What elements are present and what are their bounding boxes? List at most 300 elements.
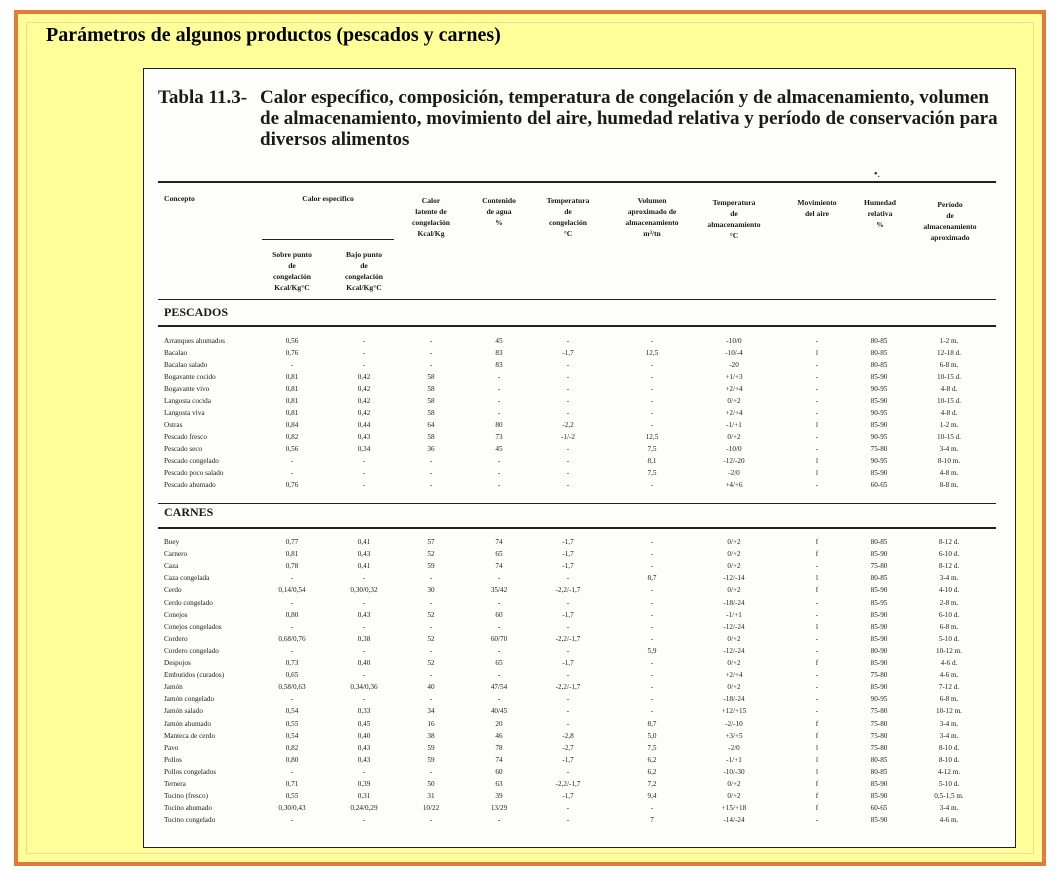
table-cell: 0,38 <box>357 634 371 643</box>
table-cell: - <box>429 816 433 825</box>
table-cell: 0,44 <box>357 421 371 429</box>
table-cell: 90-95 <box>870 433 888 441</box>
table-cell: 0,33 <box>357 707 371 716</box>
table-cell: 12,5 <box>645 349 659 357</box>
section-heading: CARNES <box>164 505 214 519</box>
table-cell: - <box>815 445 819 453</box>
table-cell: - <box>815 337 819 345</box>
table-cell: f <box>815 550 819 559</box>
table-cell: 0,54 <box>285 731 299 740</box>
header-contenido-agua: Contenido de agua % <box>482 196 516 227</box>
table-cell: 1-2 m. <box>939 421 959 429</box>
table-cell: -2/-10 <box>725 719 743 728</box>
table-cell: f <box>815 538 819 546</box>
table-cell: 10-12 m. <box>936 707 962 716</box>
table-cell: 74 <box>495 538 503 546</box>
table-cell: - <box>429 695 433 704</box>
table-cell: - <box>290 598 294 607</box>
table-cell: - <box>815 695 819 704</box>
row-label: Conejos <box>164 610 188 619</box>
table-cell: - <box>290 574 294 583</box>
table-cell: 60 <box>495 767 503 776</box>
table-row <box>144 536 1017 548</box>
table-cell: 20 <box>495 719 503 728</box>
table-cell: +12/+15 <box>721 707 747 716</box>
table-cell: - <box>650 695 654 704</box>
table-cell: - <box>497 574 501 583</box>
table-cell: 0,81 <box>285 409 299 417</box>
table-cell: 85-90 <box>870 622 888 631</box>
table-row <box>144 419 1017 431</box>
table-row <box>144 455 1017 467</box>
table-row <box>144 371 1017 383</box>
table-cell: 40 <box>427 683 435 692</box>
table-cell: - <box>650 804 654 813</box>
table-cell: 0,43 <box>357 743 371 752</box>
table-cell: - <box>650 481 654 489</box>
table-cell: 60 <box>495 610 503 619</box>
table-cell: - <box>566 361 570 369</box>
table-cell: 0,14/0,54 <box>278 586 306 595</box>
table-cell: 6,2 <box>647 767 657 776</box>
table-row <box>144 548 1017 560</box>
table-row <box>144 443 1017 455</box>
table-cell: - <box>566 804 570 813</box>
table-cell: 39 <box>495 792 503 801</box>
table-cell: - <box>566 445 570 453</box>
row-label: Cerdo <box>164 586 182 595</box>
row-label: Caza <box>164 562 179 571</box>
table-cell: 9,4 <box>647 792 657 801</box>
table-cell: 0,54 <box>285 707 299 716</box>
table-row <box>144 802 1017 814</box>
table-cell: +2/+4 <box>725 671 743 680</box>
table-cell: - <box>566 373 570 381</box>
table-cell: 0,80 <box>285 610 299 619</box>
table-cell: 58 <box>427 373 435 381</box>
table-cell: 85-90 <box>870 610 888 619</box>
table-cell: - <box>290 695 294 704</box>
table-cell: f <box>815 731 819 740</box>
table-cell: 0,77 <box>285 538 299 546</box>
table-cell: -2/0 <box>728 469 740 477</box>
table-cell: - <box>650 562 654 571</box>
table-cell: - <box>362 671 366 680</box>
table-cell: - <box>650 707 654 716</box>
table-cell: - <box>497 695 501 704</box>
table-cell: 0/+2 <box>727 659 741 667</box>
table-cell: 65 <box>495 550 503 559</box>
row-label: Jamón congelado <box>164 695 215 704</box>
table-cell: - <box>650 397 654 405</box>
row-label: Pescado seco <box>164 445 203 453</box>
table-cell: 85-90 <box>870 421 888 429</box>
table-cell: - <box>815 610 819 619</box>
table-cell: - <box>815 361 819 369</box>
table-cell: 75-80 <box>870 445 888 453</box>
table-cell: - <box>429 481 433 489</box>
table-row <box>144 681 1017 693</box>
table-cell: - <box>362 469 366 477</box>
table-cell: 75-80 <box>870 671 888 680</box>
table-cell: 90-95 <box>870 385 888 393</box>
table-cell: - <box>650 538 654 546</box>
table-cell: - <box>429 337 433 345</box>
table-cell: - <box>362 337 366 345</box>
table-cell: 85-90 <box>870 634 888 643</box>
table-cell: 85-90 <box>870 659 888 667</box>
table-cell: 0,43 <box>357 433 371 441</box>
table-row <box>144 359 1017 371</box>
table-cell: -1/+1 <box>726 610 742 619</box>
table-cell: 85-90 <box>870 683 888 692</box>
table-cell: - <box>650 683 654 692</box>
table-cell: 0,42 <box>357 385 371 393</box>
table-cell: 80 <box>495 421 503 429</box>
table-cell: -2,2/-1,7 <box>555 780 581 788</box>
table-cell: 85-90 <box>870 780 888 788</box>
table-cell: - <box>650 586 654 595</box>
table-cell: - <box>815 385 819 393</box>
table-cell: 58 <box>427 397 435 405</box>
table-row <box>144 814 1017 826</box>
table-cell: - <box>497 481 501 489</box>
table-cell: - <box>362 622 366 631</box>
table-cell: -1,7 <box>562 538 574 546</box>
table-cell: 58 <box>427 385 435 393</box>
table-cell: 34 <box>427 707 435 716</box>
table-cell: - <box>362 646 366 655</box>
table-cell: - <box>429 574 433 583</box>
table-cell: 80-90 <box>870 646 888 655</box>
table-row <box>144 790 1017 802</box>
table-cell: 0,31 <box>357 792 371 801</box>
table-cell: 73 <box>495 433 503 441</box>
table-cell: -1,7 <box>562 659 574 667</box>
table-cell: 6-8 m. <box>939 695 959 704</box>
table-cell: -12/-20 <box>723 457 745 465</box>
table-cell: 5-10 d. <box>938 634 960 643</box>
table-cell: -12/-24 <box>723 622 745 631</box>
table-cell: -18/-24 <box>723 598 745 607</box>
table-cell: - <box>362 574 366 583</box>
table-cell: 4-8 m. <box>939 469 959 477</box>
table-cell: f <box>815 804 819 813</box>
table-cell: - <box>650 409 654 417</box>
table-cell: 5,9 <box>647 646 657 655</box>
row-label: Pavo <box>164 743 179 752</box>
header-sobre-punto: Sobre punto de congelación Kcal/Kg°C <box>272 250 312 292</box>
header-bajo-punto: Bajo punto de congelación Kcal/Kg°C <box>345 250 383 292</box>
row-label: Pescado fresco <box>164 433 207 441</box>
table-cell: 85-90 <box>870 586 888 595</box>
table-cell: 0,43 <box>357 610 371 619</box>
table-cell: 5,0 <box>647 731 657 740</box>
table-cell: - <box>566 469 570 477</box>
table-cell: -1,7 <box>562 550 574 559</box>
table-cell: 80-85 <box>870 755 888 764</box>
table-cell: 0,34 <box>357 445 371 453</box>
table-cell: - <box>566 719 570 728</box>
table-cell: 0,82 <box>285 743 299 752</box>
table-cell: - <box>566 695 570 704</box>
table-cell: 59 <box>427 755 435 764</box>
table-cell: 6-10 d. <box>938 550 960 559</box>
table-cell: 10/22 <box>422 804 440 813</box>
table-cell: 83 <box>495 361 503 369</box>
table-cell: 0,43 <box>357 550 371 559</box>
table-cell: 52 <box>427 610 435 619</box>
table-cell: 60/70 <box>490 634 508 643</box>
table-cell: - <box>497 469 501 477</box>
table-cell: 85-90 <box>870 469 888 477</box>
table-cell: - <box>815 397 819 405</box>
table-cell: +1/+3 <box>725 373 743 381</box>
table-cell: - <box>815 671 819 680</box>
table-cell: -10/0 <box>726 445 742 453</box>
table-cell: 3-4 m. <box>939 445 959 453</box>
table-row <box>144 718 1017 730</box>
table-cell: - <box>497 622 501 631</box>
row-label: Bogavante vivo <box>164 385 210 393</box>
table-cell: 7,5 <box>647 743 657 752</box>
table-cell: -18/-24 <box>723 695 745 704</box>
row-label: Pollos congelados <box>164 767 217 776</box>
table-cell: -1,7 <box>562 562 574 571</box>
table-cell: 3-4 m. <box>939 731 959 740</box>
table-cell: 0/+2 <box>727 683 741 692</box>
table-cell: 85-90 <box>870 550 888 559</box>
table-cell: - <box>815 707 819 716</box>
table-cell: 0,30/0,32 <box>350 586 378 595</box>
row-label: Bogavante cocido <box>164 373 216 381</box>
table-cell: 2-8 m. <box>939 598 959 607</box>
table-cell: 0/+2 <box>727 792 741 801</box>
table-cell: +4/+6 <box>725 481 743 489</box>
table-cell: - <box>497 397 501 405</box>
row-label: Cordero <box>164 634 188 643</box>
scanned-table-image <box>143 68 1016 848</box>
table-cell: 0/+2 <box>727 562 741 571</box>
table-cell: 3-4 m. <box>939 574 959 583</box>
table-cell: - <box>566 385 570 393</box>
table-cell: 78 <box>495 743 503 752</box>
row-label: Jamón salado <box>164 707 203 716</box>
table-cell: - <box>815 562 819 571</box>
table-cell: - <box>650 361 654 369</box>
row-label: Cerdo congelado <box>164 598 213 607</box>
table-cell: 80-85 <box>870 538 888 546</box>
table-cell: - <box>566 481 570 489</box>
table-row <box>144 754 1017 766</box>
table-cell: 8-10 d. <box>938 755 960 764</box>
table-cell: 0,56 <box>285 337 299 345</box>
table-cell: l <box>816 349 818 357</box>
table-cell: l <box>816 457 818 465</box>
table-cell: +2/+4 <box>725 385 743 393</box>
table-cell: - <box>362 457 366 465</box>
table-row <box>144 407 1017 419</box>
table-row <box>144 705 1017 717</box>
table-cell: -10/-30 <box>723 767 745 776</box>
table-cell: - <box>815 683 819 692</box>
table-row <box>144 657 1017 669</box>
table-cell: 4-8 d. <box>940 385 958 393</box>
table-cell: l <box>816 743 818 752</box>
row-label: Arranques ahumados <box>164 337 225 345</box>
table-cell: -2,2/-1,7 <box>555 634 581 643</box>
table-cell: - <box>650 659 654 667</box>
table-cell: 0,34/0,36 <box>350 683 378 692</box>
table-cell: - <box>290 457 294 465</box>
table-cell: 8-12 d. <box>938 562 960 571</box>
table-cell: 75-80 <box>870 743 888 752</box>
table-cell: l <box>816 767 818 776</box>
row-label: Cordero congelado <box>164 646 219 655</box>
table-cell: 80-85 <box>870 349 888 357</box>
table-cell: 0,68/0,76 <box>278 634 306 643</box>
table-cell: 1-2 m. <box>939 337 959 345</box>
table-cell: 85-90 <box>870 792 888 801</box>
table-cell: -2,2/-1,7 <box>555 586 581 595</box>
table-cell: - <box>497 816 501 825</box>
table-cell: - <box>566 646 570 655</box>
table-cell: 0,55 <box>285 792 299 801</box>
table-number: Tabla 11.3- <box>158 87 248 108</box>
table-cell: 4-6 m. <box>939 816 959 825</box>
table-row <box>144 669 1017 681</box>
table-row <box>144 395 1017 407</box>
table-cell: 0,55 <box>285 719 299 728</box>
table-cell: 0,65 <box>285 671 299 680</box>
table-cell: 8-8 m. <box>939 481 959 489</box>
table-cell: - <box>566 457 570 465</box>
table-cell: 60-65 <box>870 481 888 489</box>
header-humedad: Humedad relativa % <box>863 198 897 229</box>
table-cell: 6-8 m. <box>939 622 959 631</box>
table-cell: 0,42 <box>357 409 371 417</box>
table-cell: - <box>290 767 294 776</box>
row-label: Manteca de cerdo <box>164 731 216 740</box>
table-cell: 0,42 <box>357 373 371 381</box>
table-cell: 52 <box>427 550 435 559</box>
table-cell: f <box>815 719 819 728</box>
table-cell: 0/+2 <box>727 397 741 405</box>
table-cell: -1/+1 <box>726 755 742 764</box>
table-cell: 40/45 <box>490 707 508 716</box>
row-label: Jamón ahumado <box>164 719 211 728</box>
table-cell: 3-4 m. <box>939 804 959 813</box>
table-cell: - <box>429 622 433 631</box>
table-row <box>144 467 1017 479</box>
table-cell: 74 <box>495 562 503 571</box>
table-cell: - <box>362 349 366 357</box>
table-cell: - <box>362 767 366 776</box>
table-cell: 8,7 <box>647 719 657 728</box>
table-row <box>144 584 1017 596</box>
table-cell: - <box>650 671 654 680</box>
table-row <box>144 693 1017 705</box>
table-cell: 7,5 <box>647 445 657 453</box>
table-cell: f <box>815 659 819 667</box>
row-label: Pollos <box>164 755 182 764</box>
table-cell: 50 <box>427 780 435 788</box>
table-cell: - <box>650 421 654 429</box>
table-cell: -1,7 <box>562 755 574 764</box>
table-cell: 52 <box>427 634 435 643</box>
table-cell: - <box>497 457 501 465</box>
table-cell: 0/+2 <box>727 538 741 546</box>
table-row <box>144 730 1017 742</box>
table-cell: 30 <box>427 586 435 595</box>
table-cell: 10-15 d. <box>937 397 961 405</box>
table-cell: 0/+2 <box>727 550 741 559</box>
table-cell: 8-10 m. <box>937 457 961 465</box>
row-label: Jamón <box>164 683 183 692</box>
table-cell: l <box>816 574 818 583</box>
table-cell: 8,7 <box>647 574 657 583</box>
table-cell: - <box>815 409 819 417</box>
table-cell: 38 <box>427 731 435 740</box>
table-cell: -10/-4 <box>725 349 743 357</box>
table-row <box>144 431 1017 443</box>
table-cell: 45 <box>495 445 503 453</box>
table-cell: - <box>566 397 570 405</box>
table-cell: 4-6 d. <box>940 659 958 667</box>
table-cell: - <box>429 767 433 776</box>
table-cell: 0,81 <box>285 385 299 393</box>
table-cell: l <box>816 622 818 631</box>
table-cell: -1,7 <box>562 349 574 357</box>
table-cell: 0,45 <box>357 719 371 728</box>
table-cell: 0/+2 <box>727 780 741 788</box>
table-cell: 58 <box>427 409 435 417</box>
table-cell: 8-10 d. <box>938 743 960 752</box>
row-label: Langosta viva <box>164 409 205 417</box>
table-cell: -2,2/-1,7 <box>555 683 581 692</box>
table-cell: -1/-2 <box>561 433 575 441</box>
table-cell: 0,39 <box>357 780 371 788</box>
table-cell: 0/+2 <box>727 433 741 441</box>
table-title-text: Calor específico, composición, temperatura de congelación y de almacenamiento, volumen de almacenamiento, movimiento del aire, humedad relativa y período de conservación para diversos alimentos <box>260 87 998 150</box>
row-label: Conejos congelados <box>164 622 222 631</box>
table-row <box>144 560 1017 572</box>
header-movimiento-aire: Movimiento del aire <box>797 198 837 218</box>
table-cell: - <box>429 646 433 655</box>
table-row <box>144 572 1017 584</box>
table-cell: 12-18 d. <box>937 349 961 357</box>
table-cell: 0/+2 <box>727 586 741 595</box>
table-cell: 80-85 <box>870 337 888 345</box>
table-cell: - <box>290 816 294 825</box>
row-label: Tocino congelado <box>164 816 216 825</box>
table-cell: 5-10 d. <box>938 780 960 788</box>
section-heading: PESCADOS <box>164 305 229 319</box>
table-cell: - <box>650 385 654 393</box>
table-cell: 80-85 <box>870 361 888 369</box>
row-label: Despojos <box>164 659 191 667</box>
table-cell: - <box>650 598 654 607</box>
table-cell: 0,76 <box>285 481 299 489</box>
table-cell: - <box>650 610 654 619</box>
header-calor-especifico: Calor específico <box>302 194 354 203</box>
table-cell: 36 <box>427 445 435 453</box>
table-cell: - <box>566 671 570 680</box>
table-cell: 7,2 <box>647 780 657 788</box>
table-row <box>144 633 1017 645</box>
row-label: Ostras <box>164 421 183 429</box>
table-cell: 0,40 <box>357 731 371 740</box>
